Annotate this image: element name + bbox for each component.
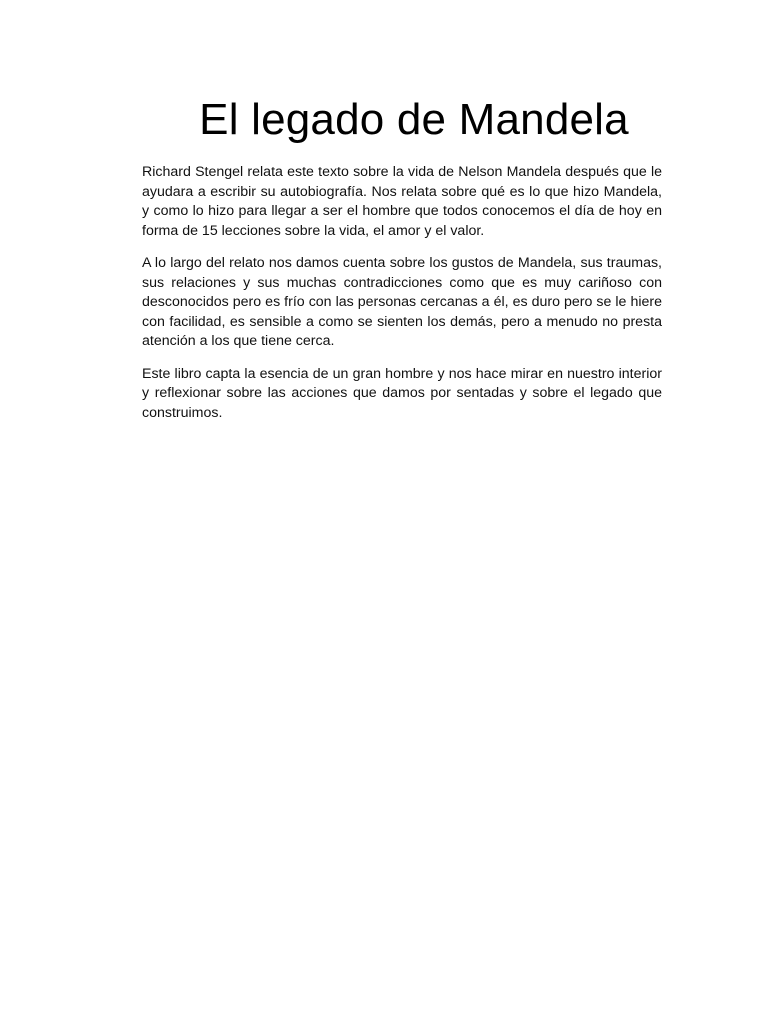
paragraph: A lo largo del relato nos damos cuenta sobre los gustos de Mandela, sus traumas, sus relaciones y sus muchas contradicciones como que es muy cariñoso con desconocidos pero es frío con las personas cercanas a él, es duro pero se le hiere con facilidad, es sensible a como se sienten los demás, pero a menudo no presta atención a los que tiene cerca. [142,255,662,349]
document-title: El legado de Mandela [199,95,629,144]
document-body [142,163,662,436]
paragraph: Richard Stengel relata este texto sobre la vida de Nelson Mandela después que le ayudara a escribir su autobiografía. Nos relata sobre qué es lo que hizo Mandela, y como lo hizo para llegar a ser el hombre que todos conocemos el día de hoy en forma de 15 lecciones sobre la vida, el amor y el valor. [142,164,662,239]
paragraph: Este libro capta la esencia de un gran hombre y nos hace mirar en nuestro interior y reflexionar sobre las acciones que damos por sentadas y sobre el legado que construimos. [142,365,662,421]
